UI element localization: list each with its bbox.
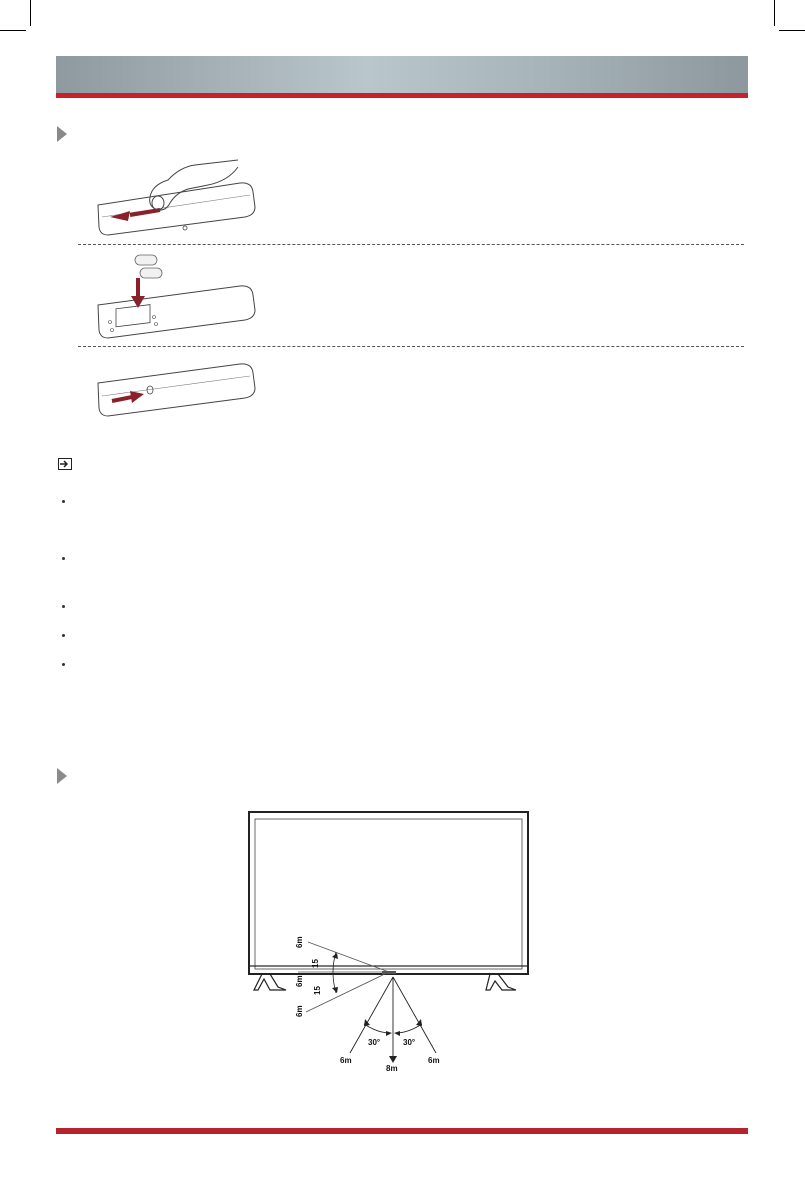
label-bottom-left-angle: 30°	[368, 1038, 381, 1047]
label-bottom-center-distance: 8m	[386, 1064, 398, 1073]
tv-outer-frame	[249, 812, 528, 974]
section-arrow-icon	[57, 126, 67, 142]
footer-accent-line	[56, 1128, 748, 1134]
crop-mark-top-right-v	[774, 0, 775, 26]
note-bullet-4	[62, 634, 65, 637]
tv-stand-left	[254, 974, 286, 990]
note-icon	[58, 458, 72, 470]
step-separator-1	[78, 244, 744, 245]
remote-range-diagram	[240, 805, 540, 1075]
note-bullet-5	[62, 663, 65, 666]
note-bullet-2	[62, 557, 65, 560]
header-accent-line	[56, 93, 748, 98]
label-left-lower-distance: 6m	[295, 1005, 304, 1017]
label-bottom-right-distance: 6m	[428, 1056, 440, 1065]
section-arrow-icon	[57, 768, 67, 784]
note-bullet-3	[62, 605, 65, 608]
note-bullet-1	[62, 500, 65, 503]
crop-mark-top-left-h	[0, 30, 26, 31]
step-separator-2	[78, 346, 744, 347]
label-left-middle-distance: 6m	[295, 975, 304, 987]
tv-stand-right	[486, 974, 516, 990]
label-bottom-right-angle: 30°	[403, 1038, 416, 1047]
crop-mark-top-left-v	[30, 0, 31, 26]
label-left-upper-distance: 6m	[295, 936, 304, 948]
crop-mark-top-right-h	[779, 30, 805, 31]
battery-step2-illustration	[90, 250, 270, 340]
header-bar	[56, 56, 748, 93]
label-left-lower-angle: 15	[313, 986, 322, 995]
battery-step1-illustration	[90, 155, 270, 235]
label-bottom-left-distance: 6m	[340, 1056, 352, 1065]
tv-sensor	[382, 971, 396, 974]
battery-step3-illustration	[90, 358, 270, 423]
label-left-upper-angle: 15	[311, 959, 320, 968]
